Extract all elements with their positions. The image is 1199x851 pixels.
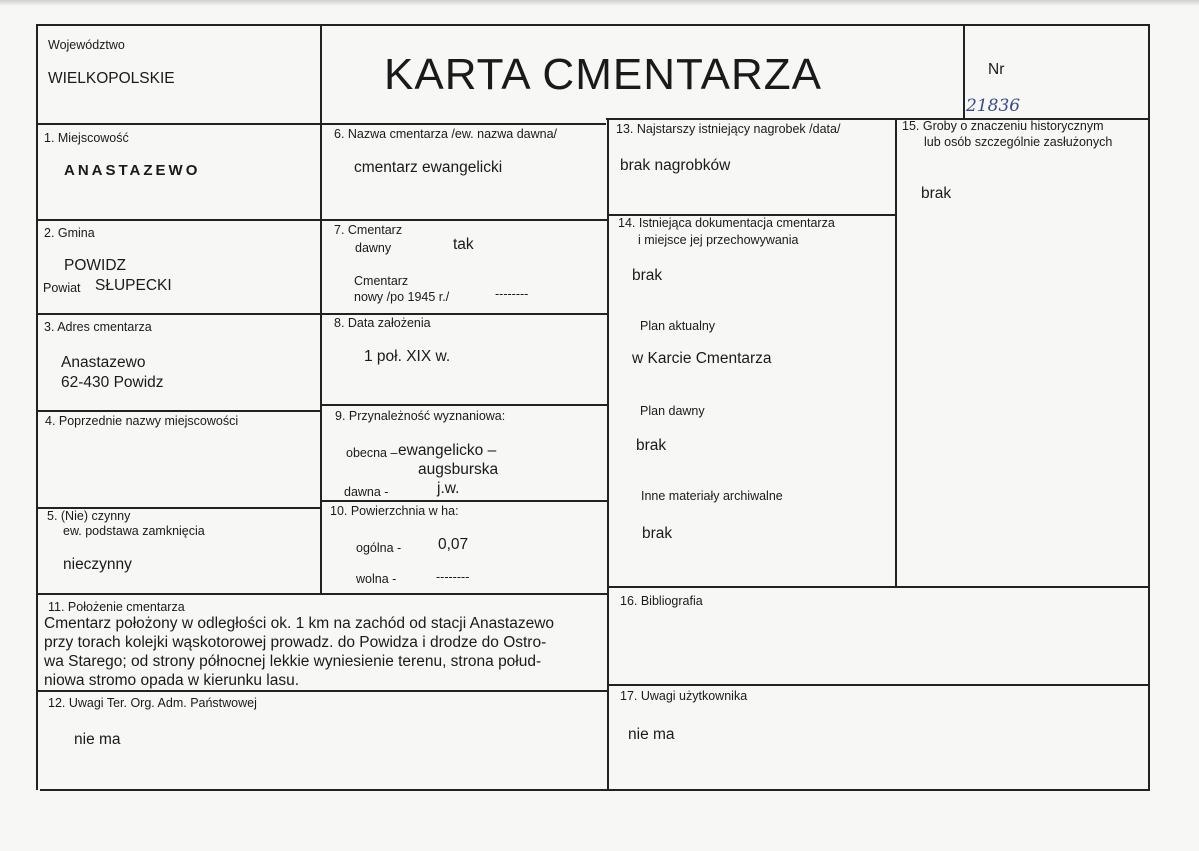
field-1-value: ANASTAZEWO [64, 162, 201, 179]
inne-materialy-label: Inne materiały archiwalne [641, 489, 783, 503]
inne-materialy-value: brak [642, 525, 673, 542]
field-5-label-2: ew. podstawa zamknięcia [63, 524, 205, 538]
row-line-3-a [36, 410, 320, 412]
field-5-label-1: 5. (Nie) czynny [47, 509, 131, 523]
col-divider-3 [895, 118, 897, 586]
field-13-label: 13. Najstarszy istniejący nagrobek /data/ [616, 122, 841, 136]
border-left [36, 24, 38, 790]
field-9-obecna-label: obecna – [346, 446, 398, 460]
field-13-value: brak nagrobków [620, 157, 731, 174]
row-line-4-b [320, 500, 607, 502]
field-9-dawna-value: j.w. [437, 480, 460, 497]
field-15-value: brak [921, 185, 952, 202]
border-right [1148, 24, 1150, 790]
row-line-1-left [36, 219, 607, 221]
wojewodztwo-label: Województwo [48, 38, 125, 52]
nr-label: Nr [988, 61, 1005, 78]
field-8-value: 1 poł. XIX w. [364, 348, 451, 365]
field-9-obecna-value-2: augsburska [418, 461, 499, 478]
plan-dawny-value: brak [636, 437, 667, 454]
row-line-5-right [607, 586, 1148, 588]
field-17-value: nie ma [628, 726, 675, 743]
field-11-line-4: niowa stromo opada w kierunku lasu. [44, 672, 300, 689]
col-divider-1 [320, 123, 322, 593]
field-11-line-3: wa Starego; od strony północnej lekkie wyniesienie terenu, strona połud- [44, 653, 542, 670]
field-7-nowy-value: -------- [495, 287, 529, 301]
field-10-wolna-label: wolna - [356, 572, 397, 586]
field-7-nowy-label-1: Cmentarz [354, 274, 409, 288]
field-2-value: POWIDZ [64, 257, 126, 274]
page-title: KARTA CMENTARZA [384, 50, 822, 99]
field-1-label: 1. Miejscowość [44, 131, 129, 145]
field-3-label: 3. Adres cmentarza [44, 320, 152, 334]
field-14-label-1: 14. Istniejąca dokumentacja cmentarza [618, 216, 835, 230]
field-11-line-1: Cmentarz położony w odległości ok. 1 km na zachód od stacji Anastazewo [44, 615, 555, 632]
plan-dawny-label: Plan dawny [640, 404, 705, 418]
field-10-ogolna-label: ogólna - [356, 541, 402, 555]
col-divider-1-header [320, 24, 322, 124]
row-line-6-left [36, 690, 607, 692]
field-10-label: 10. Powierzchnia w ha: [330, 504, 459, 518]
field-7-nowy-label-2: nowy /po 1945 r./ [354, 290, 450, 304]
plan-aktualny-value: w Karcie Cmentarza [632, 350, 772, 367]
field-2-label: 2. Gmina [44, 226, 95, 240]
field-12-value: nie ma [74, 731, 121, 748]
field-7-dawny-value: tak [453, 236, 474, 253]
field-9-label: 9. Przynależność wyznaniowa: [335, 409, 506, 423]
border-top [36, 24, 1148, 26]
field-11-label: 11. Położenie cmentarza [48, 600, 185, 614]
wojewodztwo-value: WIELKOPOLSKIE [48, 70, 175, 87]
field-10-wolna-value: -------- [436, 570, 470, 584]
field-6-value: cmentarz ewangelicki [354, 159, 503, 176]
field-5-value: nieczynny [63, 556, 132, 573]
field-6-label: 6. Nazwa cmentarza /ew. nazwa dawna/ [334, 127, 558, 141]
field-9-dawna-label: dawna - [344, 485, 389, 499]
powiat-label: Powiat [43, 281, 81, 295]
scan-edge [0, 0, 1199, 6]
field-4-label: 4. Poprzednie nazwy miejscowości [45, 414, 239, 428]
row-line-2-left [36, 313, 607, 315]
field-17-label: 17. Uwagi użytkownika [620, 689, 748, 703]
row-line-3-b [320, 404, 607, 406]
field-12-label: 12. Uwagi Ter. Org. Adm. Państwowej [48, 696, 257, 710]
nr-handwritten-value: 21836 [966, 96, 1021, 116]
powiat-value: SŁUPECKI [95, 277, 172, 294]
field-10-ogolna-value: 0,07 [438, 536, 469, 553]
col-divider-nr [963, 24, 965, 119]
field-16-label: 16. Bibliografia [620, 594, 703, 608]
plan-aktualny-label: Plan aktualny [640, 319, 716, 333]
field-3-address-line2: 62-430 Powidz [61, 374, 164, 391]
row-line-6-right [607, 684, 1148, 686]
field-7-label: 7. Cmentarz [334, 223, 403, 237]
row-line-5-left [36, 593, 607, 595]
field-7-dawny-label: dawny [355, 241, 392, 255]
field-3-address-line1: Anastazewo [61, 354, 146, 371]
field-15-label-1: 15. Groby o znaczeniu historycznym [902, 119, 1104, 133]
field-9-obecna-value-1: ewangelicko – [398, 442, 497, 459]
field-15-label-2: lub osób szczególnie zasłużonych [924, 135, 1113, 149]
field-8-label: 8. Data założenia [334, 316, 431, 330]
col-divider-2 [607, 118, 609, 790]
field-14-value: brak [632, 267, 663, 284]
field-11-line-2: przy torach kolejki wąskotorowej prowadz. do Powidza i drodze do Ostro- [44, 634, 547, 651]
field-14-label-2: i miejsce jej przechowywania [638, 233, 799, 247]
border-bottom [40, 789, 1150, 791]
